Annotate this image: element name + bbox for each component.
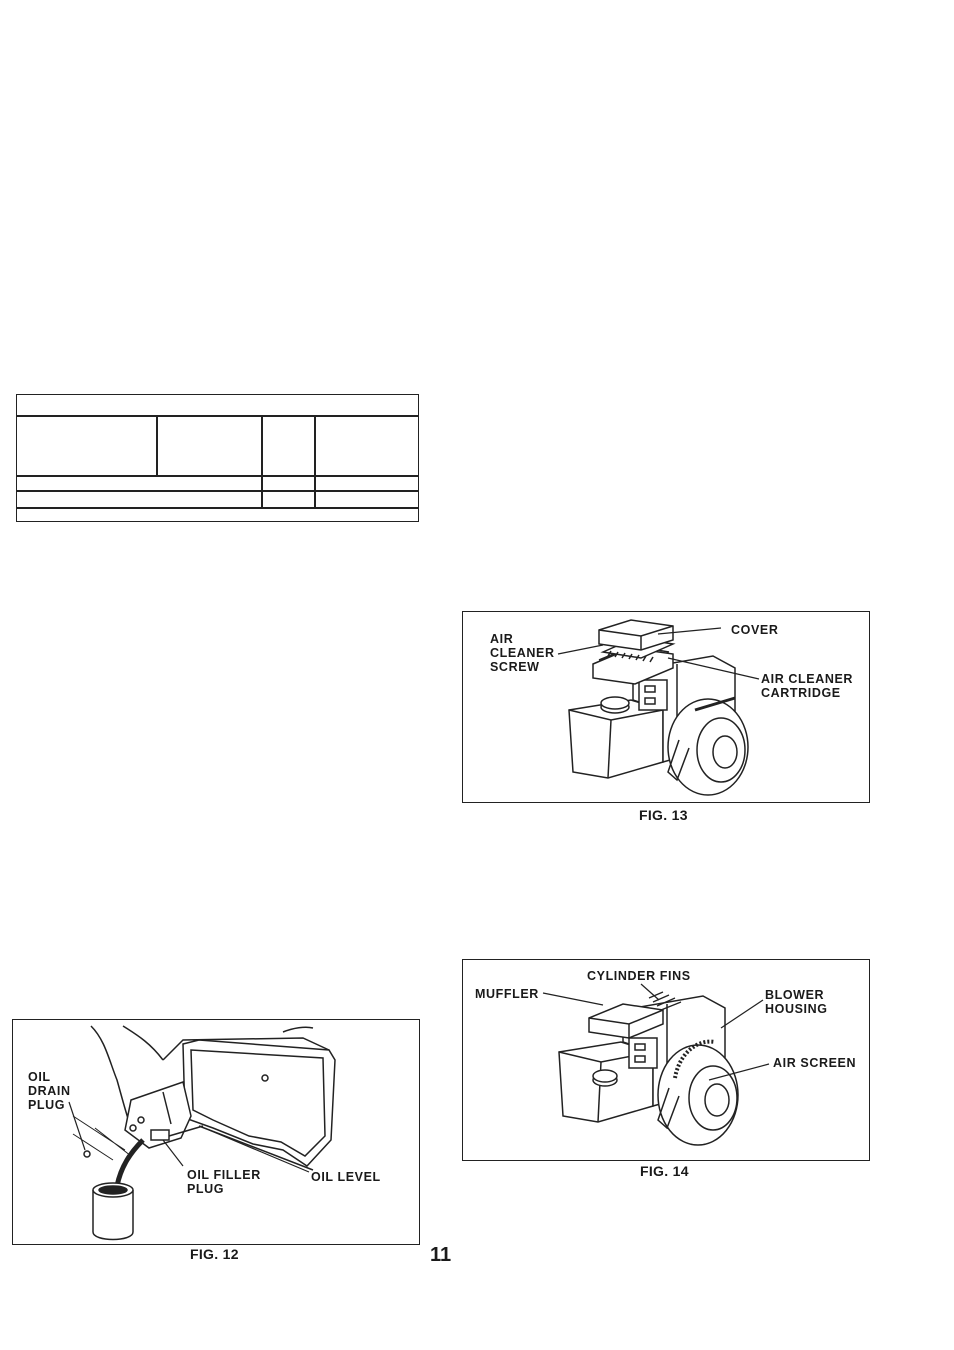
figure-14 (462, 959, 870, 1161)
label-cover: COVER (731, 623, 779, 637)
label-air-cleaner-cartridge: AIR CLEANER CARTRIDGE (761, 672, 854, 700)
label-air-cleaner-screw: AIR CLEANER SCREW (490, 632, 555, 674)
figure-12 (12, 1019, 420, 1245)
page-number: 11 (430, 1244, 452, 1266)
label-oil-filler-plug: OIL FILLER PLUG (187, 1168, 261, 1196)
figure-13 (462, 611, 870, 803)
label-oil-drain-plug: OIL DRAIN PLUG (28, 1070, 71, 1112)
label-muffler: MUFFLER (475, 987, 539, 1001)
label-cylinder-fins: CYLINDER FINS (587, 969, 691, 983)
lubrication-table (16, 394, 419, 522)
figure-13-caption: FIG. 13 (639, 807, 688, 823)
label-blower-housing: BLOWER HOUSING (765, 988, 828, 1016)
figure-12-caption: FIG. 12 (190, 1246, 239, 1262)
label-air-screen: AIR SCREEN (773, 1056, 857, 1070)
figure-14-caption: FIG. 14 (640, 1163, 689, 1179)
oil-drain-illustration (13, 1020, 420, 1245)
label-oil-level: OIL LEVEL (311, 1170, 381, 1184)
